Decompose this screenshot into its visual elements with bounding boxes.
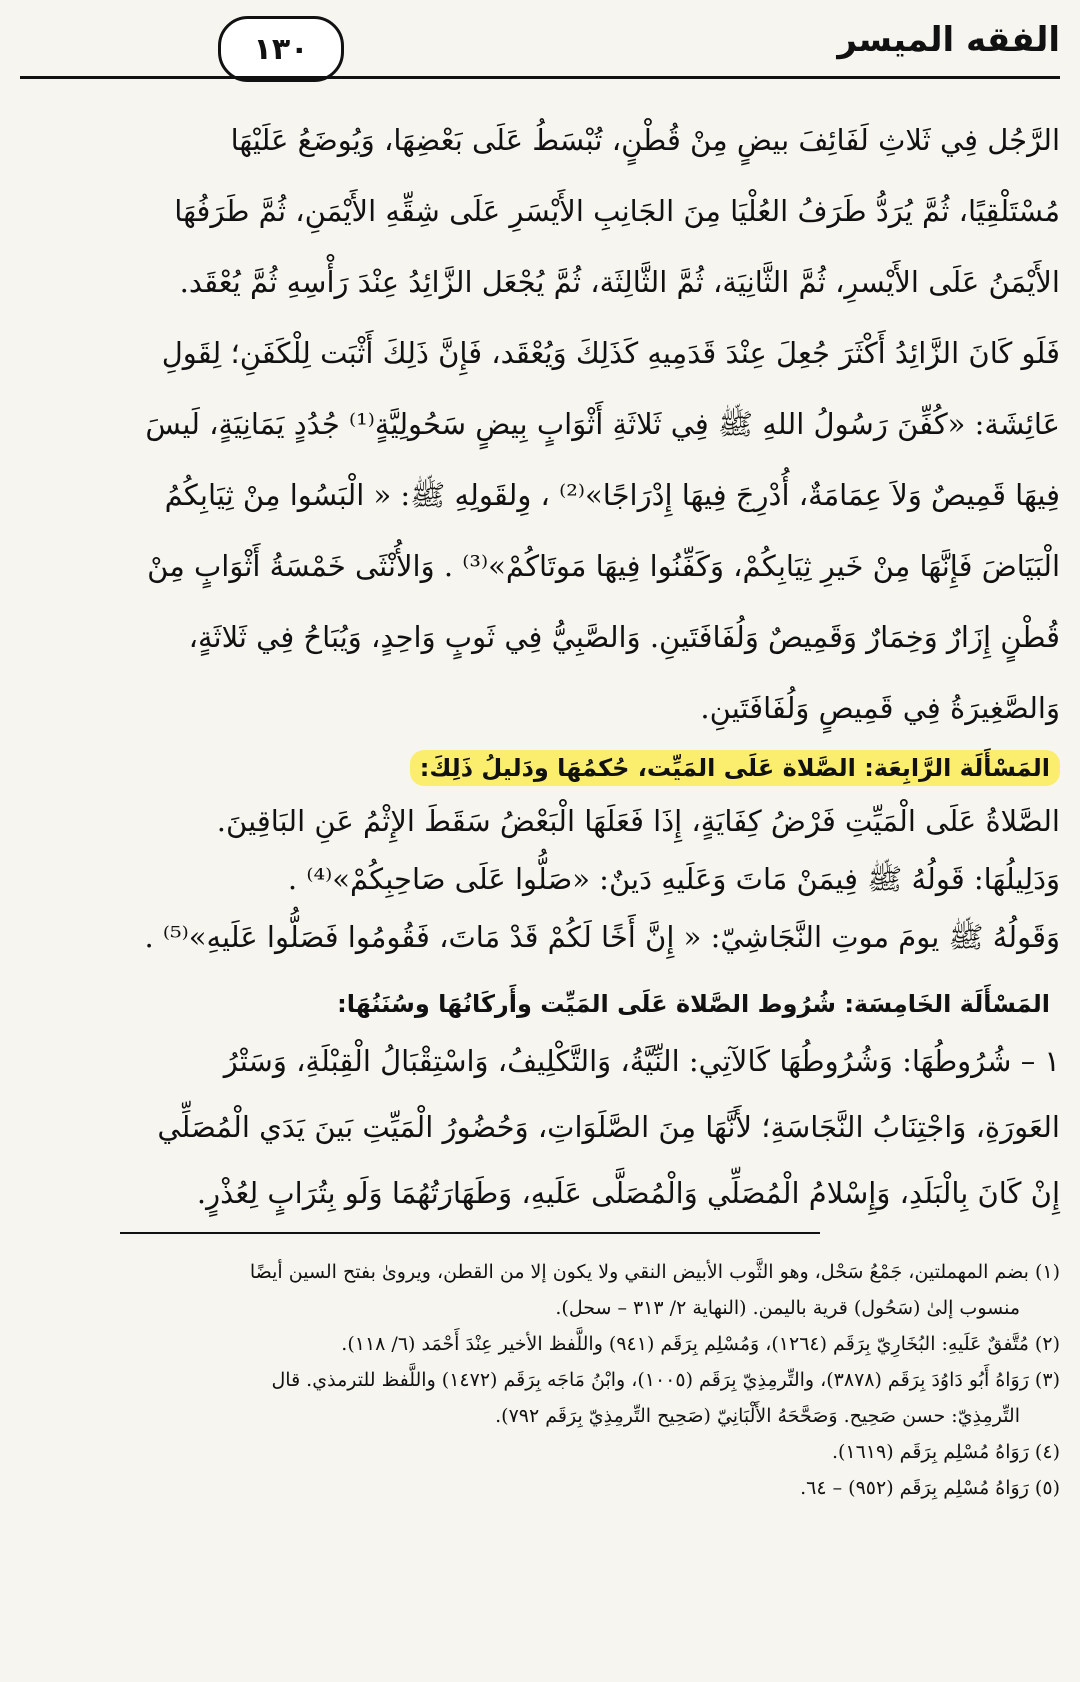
page-number-badge: ١٣٠ [218, 16, 344, 82]
footnote: (٣) رَوَاهُ أَبُو دَاوُدَ بِرَقَم (٣٨٧٨)، والتِّرمِذِيّ بِرَقَم (١٠٠٥)، وابْنُ مَاجَه بِرَقَم (١٤٧٢) واللَّفظ للترمذي. قال [271, 1369, 1060, 1391]
footnote: منسوب إلىٰ (سَحُول) قرية باليمن. (النهاية ٢/ ٣١٣ – سحل). [555, 1297, 1020, 1319]
section-5 [20, 980, 1060, 1226]
text-line: فِيهَا قَمِيصٌ وَلاَ عِمَامَةٌ، أُدْرِجَ فِيهَا إِدْرَاجًا»⁽²⁾ ، وِلقَولِهِ ﷺ: « الْبَسُوا مِنْ ثِيَابِكُمُ [164, 478, 1060, 512]
text-line: إِنْ كَانَ بِالْبَلَدِ، وَإِسْلامُ الْمُصَلِّي وَالْمُصَلَّى عَلَيهِ، وَطَهَارَتُهُمَا وَلَو بِتُرَابٍ لِعُذْرٍ. [196, 1176, 1060, 1210]
text-line: الصَّلاةُ عَلَى الْمَيِّتِ فَرْضُ كِفَايَةٍ، إِذَا فَعَلَهَا الْبَعْضُ سَقَطَ الإِثْمُ عَنِ البَاقِينَ. [216, 804, 1060, 838]
text-line: ١ – شُرُوطُهَا: وَشُرُوطُهَا كَالآتِي: النِّيَّةُ، وَالتَّكْلِيفُ، وَاسْتِقْبَالُ الْقِبْلَةِ، وَسَتْرُ [223, 1044, 1060, 1078]
book-title: الفقه الميسر [837, 20, 1060, 60]
section-4 [20, 744, 1060, 966]
footnote-divider [120, 1232, 820, 1234]
text-line: وَالصَّغِيرَةُ فِي قَمِيصٍ وَلُفَافَتَينِ. [700, 691, 1060, 725]
text-line: الرَّجُل فِي ثَلاثِ لَفَائِفَ بيضٍ مِنْ قُطْنٍ، تُبْسَطُ عَلَى بَعْضِهَا، وَيُوضَعُ عَلَيْهَا [230, 123, 1060, 157]
text-line: وَدَلِيلُهَا: قَولُهُ ﷺ فِيمَنْ مَاتَ وَعَلَيهِ دَينٌ: «صَلُّوا عَلَى صَاحِبِكُمْ»⁽⁴⁾ . [287, 862, 1060, 896]
section-heading-highlighted: المَسْأَلَة الرَّابِعَة: الصَّلاة عَلَى المَيِّت، حُكمُهَا ودَليلُ ذَلِكَ: [410, 750, 1060, 786]
text-line: فَلَو كَانَ الزَّائِدُ أَكْثَرَ جُعِلَ عِنْدَ قَدَمِيهِ كَذَلِكَ وَيُعْقَد، فَإِنَّ ذَلِكَ أَثْبَت لِلْكَفَنِ؛ لِقَولِ [161, 336, 1060, 370]
text-line: عَائِشَة: «كُفِّنَ رَسُولُ اللهِ ﷺ فِي ثَلاثَةِ أَثْوَابٍ بِيضٍ سَحُولِيَّةٍ⁽¹⁾ جُدُدٍ يَمَانِيَةٍ، لَيسَ [145, 407, 1060, 441]
page-header [20, 10, 1060, 80]
footnote: (٢) مُتَّفقٌ عَلَيهِ: البُخَارِيّ بِرَقَم (١٢٦٤)، وَمُسْلِم بِرَقَم (٩٤١) واللَّفظ الأخير عِنْدَ أَحْمَد (٦/ ١١٨). [341, 1333, 1060, 1355]
text-line: العَورَةِ، وَاجْتِنَابُ النَّجَاسَةِ؛ لأَنَّهَا مِنَ الصَّلَوَاتِ، وَحُضُورُ الْمَيِّتِ بَينَ يَدَي الْمُصَلِّي [157, 1110, 1060, 1144]
text-line: مُسْتَلْقِيًا، ثُمَّ يُرَدُّ طَرَفُ العُلْيَا مِنَ الجَانِبِ الأَيْسَرِ عَلَى شِقِّهِ الأَيْمَنِ، ثُمَّ طَرَفُهَا [174, 194, 1060, 228]
text-line: الْبَيَاضَ فَإِنَّهَا مِنْ خَيرِ ثِيَابِكُمْ، وَكَفِّنُوا فِيهَا مَوتَاكُمْ»⁽³⁾ . وَالأُنْثَى خَمْسَةُ أَثْوَابٍ مِنْ [147, 549, 1060, 583]
footnote: (١) بضم المهملتين، جَمْعُ سَحْل، وهو الثَّوب الأبيض النقي ولا يكون إلا من القطن، ويروىٰ بفتح السين أيضًا [249, 1261, 1060, 1283]
footnote: (٥) رَوَاهُ مُسْلِم بِرَقَم (٩٥٢) – ٦٤. [800, 1477, 1060, 1499]
text-line: الأَيْمَنُ عَلَى الأَيْسرِ، ثُمَّ الثَّانِيَة، ثُمَّ الثَّالِثَة، ثُمَّ يُجْعَل الزَّائِدُ عِنْدَ رَأْسِهِ ثُمَّ يُعْقَد. [179, 265, 1060, 299]
shroud-paragraph [20, 105, 1060, 744]
main-content [20, 105, 1060, 1226]
footnote: (٤) رَوَاهُ مُسْلِم بِرَقَم (١٦١٩). [831, 1441, 1060, 1463]
text-line: وَقَولُهُ ﷺ يومَ موتِ النَّجَاشِيّ: « إِنَّ أَخًا لَكُمْ قَدْ مَاتَ، فَقُومُوا فَصَلُّوا عَلَيهِ»⁽⁵⁾ . [144, 920, 1060, 954]
section-heading: المَسْأَلَة الخَامِسَة: شُرُوط الصَّلاة عَلَى المَيِّت وأَركَانُهَا وسُنَنُهَا: [337, 990, 1050, 1018]
header-divider [20, 76, 1060, 79]
text-line: قُطْنٍ إِزَارٌ وَخِمَارٌ وَقَمِيصٌ وَلُفَافَتَينِ. وَالصَّبِيُّ فِي ثَوبٍ وَاحِدٍ، وَيُبَاحُ فِي ثَلاثَةٍ، [188, 620, 1060, 654]
footnote: التِّرمِذِيّ: حسن صَحِيح. وَصَحَّحَهُ الأَلْبَانِيّ (صَحِيح التِّرمِذِيّ بِرَقَم ٧٩٢). [495, 1405, 1020, 1427]
footnotes [20, 1254, 1060, 1506]
